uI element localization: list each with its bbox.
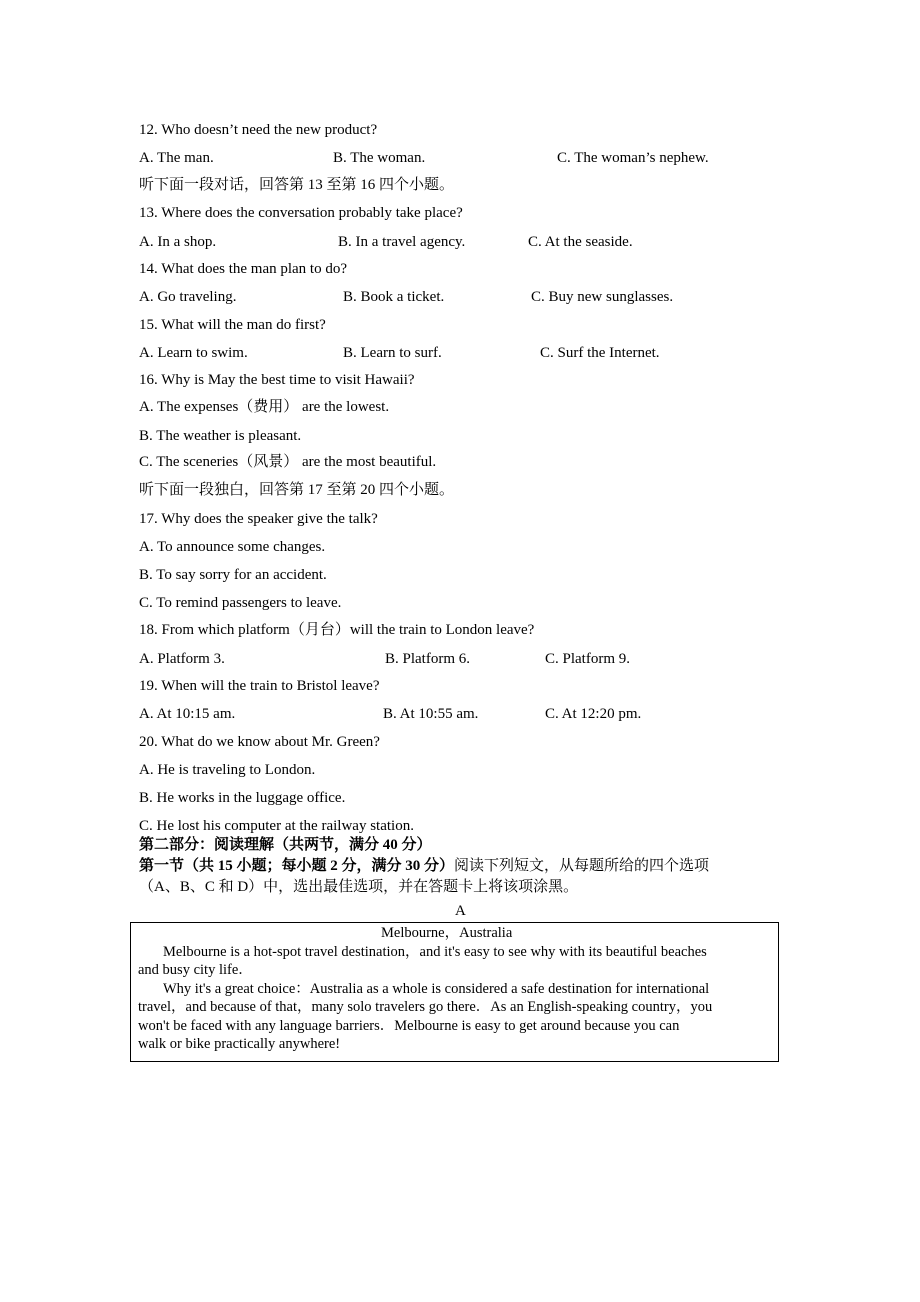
- option-17b: B. To say sorry for an accident.: [139, 567, 327, 583]
- option-13b: B. In a travel agency.: [338, 234, 466, 250]
- question-20: 20. What do we know about Mr. Green?: [139, 734, 380, 750]
- section-one-text: 阅读下列短文，从每题所给的四个选项: [454, 858, 710, 874]
- option-12a: A. The man.: [139, 150, 214, 166]
- question-16: 16. Why is May the best time to visit Hawaii?: [139, 372, 415, 388]
- option-15c: C. Surf the Internet.: [540, 345, 660, 361]
- paragraph-2-line-2: travel，and because of that，many solo travelers go there．As an English-speaking country，you: [138, 999, 713, 1015]
- question-13: 13. Where does the conversation probably take place?: [139, 205, 463, 221]
- question-19: 19. When will the train to Bristol leave?: [139, 678, 380, 694]
- paragraph-1-line-1: Melbourne is a hot-spot travel destination，and it's easy to see why with its beautiful beaches: [163, 944, 707, 960]
- option-18a: A. Platform 3.: [139, 651, 225, 667]
- option-19c: C. At 12:20 pm.: [545, 706, 642, 722]
- option-14c: C. Buy new sunglasses.: [531, 289, 674, 305]
- option-13a: A. In a shop.: [139, 234, 217, 250]
- option-16b: B. The weather is pleasant.: [139, 428, 302, 444]
- option-15a: A. Learn to swim.: [139, 345, 248, 361]
- option-18c: C. Platform 9.: [545, 651, 630, 667]
- question-18: 18. From which platform（月台）will the train to London leave?: [139, 622, 535, 638]
- section-one-heading: 第一节（共 15 小题；每小题 2 分，满分 30 分）: [139, 858, 455, 874]
- option-14b: B. Book a ticket.: [343, 289, 445, 305]
- option-14a: A. Go traveling.: [139, 289, 237, 305]
- paragraph-1-line-2: and busy city life．: [138, 962, 253, 978]
- section-one-instruction: [139, 857, 709, 875]
- option-18b: B. Platform 6.: [385, 651, 470, 667]
- instruction-13-16: 听下面一段对话，回答第 13 至第 16 四个小题。: [139, 177, 455, 193]
- option-16c: C. The sceneries（风景） are the most beautiful.: [139, 454, 437, 470]
- option-12c: C. The woman’s nephew.: [557, 150, 709, 166]
- paragraph-2-line-1: Why it's a great choice：Australia as a whole is considered a safe destination for international: [163, 981, 710, 997]
- question-12: 12. Who doesn’t need the new product?: [139, 122, 378, 138]
- option-13c: C. At the seaside.: [528, 234, 633, 250]
- question-14: 14. What does the man plan to do?: [139, 261, 348, 277]
- section-one-instruction-line2: （A、B、C 和 D）中，选出最佳选项，并在答题卡上将该项涂黑。: [139, 879, 579, 895]
- question-15: 15. What will the man do first?: [139, 317, 326, 333]
- option-19b: B. At 10:55 am.: [383, 706, 479, 722]
- passage-title: Melbourne，Australia: [381, 925, 513, 941]
- option-16a: A. The expenses（费用） are the lowest.: [139, 399, 390, 415]
- instruction-17-20: 听下面一段独白，回答第 17 至第 20 四个小题。: [139, 482, 455, 498]
- option-12b: B. The woman.: [333, 150, 426, 166]
- option-17a: A. To announce some changes.: [139, 539, 326, 555]
- paragraph-2-line-4: walk or bike practically anywhere!: [138, 1036, 341, 1052]
- option-20c: C. He lost his computer at the railway station.: [139, 818, 414, 834]
- part-two-title: 第二部分：阅读理解（共两节，满分 40 分）: [139, 837, 432, 853]
- passage-label: A: [455, 903, 466, 919]
- question-17: 17. Why does the speaker give the talk?: [139, 511, 378, 527]
- option-20a: A. He is traveling to London.: [139, 762, 316, 778]
- option-20b: B. He works in the luggage office.: [139, 790, 346, 806]
- option-17c: C. To remind passengers to leave.: [139, 595, 342, 611]
- option-19a: A. At 10:15 am.: [139, 706, 236, 722]
- option-15b: B. Learn to surf.: [343, 345, 442, 361]
- paragraph-2-line-3: won't be faced with any language barriers．Melbourne is easy to get around because you can: [138, 1018, 680, 1034]
